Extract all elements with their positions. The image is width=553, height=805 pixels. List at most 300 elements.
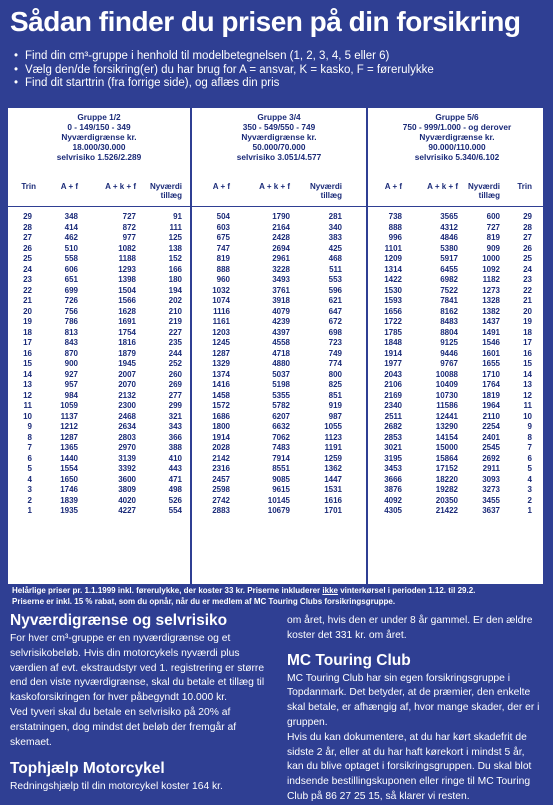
table-row (8, 254, 543, 265)
price-cell: 9446 (440, 348, 458, 358)
price-cell: 7914 (272, 453, 290, 463)
price-cell: 819 (486, 233, 500, 242)
price-cell: 235 (168, 338, 182, 347)
table-row (8, 475, 543, 486)
price-cell: 498 (168, 485, 182, 494)
col-header-trin: Trin (517, 182, 532, 191)
price-cell: 17152 (435, 464, 458, 473)
price-cell: 558 (64, 254, 78, 263)
trin-cell: 15 (523, 359, 532, 368)
trin-cell: 3 (527, 485, 532, 494)
price-cell: 888 (388, 222, 402, 232)
price-cell: 2070 (118, 380, 136, 389)
price-cell: 2694 (272, 243, 290, 253)
trin-cell: 19 (523, 317, 532, 326)
price-cell: 343 (168, 422, 182, 431)
instruction-list (14, 50, 544, 91)
price-cell: 553 (328, 275, 342, 284)
price-cell: 813 (64, 327, 78, 337)
trin-cell: 25 (23, 254, 32, 263)
price-cell: 1701 (324, 506, 342, 515)
price-cell: 900 (64, 359, 78, 368)
price-cell: 2961 (272, 254, 290, 263)
price-cell: 1914 (384, 348, 402, 358)
page-title: Sådan finder du prisen på din forsikring (10, 6, 521, 37)
trin-cell: 10 (523, 411, 532, 421)
price-cell: 9085 (272, 474, 290, 484)
table-row (8, 464, 543, 475)
price-cell: 3195 (384, 453, 402, 463)
price-cell: 5782 (272, 401, 290, 410)
price-cell: 960 (216, 275, 230, 284)
trin-cell: 8 (27, 432, 32, 442)
col-header-akf: A + k + f (259, 182, 290, 191)
price-cell: 996 (388, 233, 402, 242)
price-cell: 603 (216, 222, 230, 232)
price-cell: 526 (168, 495, 182, 505)
price-cell: 699 (64, 285, 78, 295)
price-cell: 727 (122, 212, 136, 221)
trin-cell: 23 (523, 275, 532, 284)
price-cell: 252 (168, 359, 182, 368)
trin-cell: 22 (523, 285, 532, 295)
price-cell: 1655 (482, 359, 500, 368)
trin-cell: 17 (523, 338, 532, 347)
price-cell: 4558 (272, 338, 290, 347)
paragraph: For hver cm³-gruppe er en nyværdigrænse og et selvrisikobeløb. Hvis din motorcykels nyværdi plus værdien af evt. ekstraudstyr ved 1. registrering er større end den viste nyværdigrænse, skal du betale et tillæg til kaskoforsikringen for hver påbegyndt 10.000 kr. (10, 633, 265, 704)
price-cell: 2164 (272, 222, 290, 232)
trin-cell: 17 (23, 338, 32, 347)
price-cell: 3455 (482, 495, 500, 505)
price-cell: 3565 (440, 212, 458, 221)
table-row (8, 433, 543, 444)
price-cell: 1082 (118, 243, 136, 253)
price-cell: 2106 (384, 380, 402, 389)
table-row (8, 485, 543, 496)
price-cell: 1259 (324, 453, 342, 463)
price-cell: 3637 (482, 506, 500, 515)
price-cell: 366 (168, 432, 182, 442)
price-cell: 825 (328, 380, 342, 389)
price-cell: 1945 (118, 359, 136, 368)
price-cell: 1447 (324, 474, 342, 484)
table-row (8, 223, 543, 234)
price-cell: 726 (64, 296, 78, 305)
price-cell: 1656 (384, 306, 402, 316)
price-cell: 2911 (482, 464, 500, 473)
price-cell: 3918 (272, 296, 290, 305)
price-cell: 1785 (384, 327, 402, 337)
price-cell: 471 (168, 474, 182, 484)
price-cell: 919 (328, 401, 342, 410)
price-cell: 4227 (118, 506, 136, 515)
price-cell: 462 (64, 233, 78, 242)
price-cell: 383 (328, 233, 342, 242)
price-cell: 1504 (118, 285, 136, 295)
price-cell: 299 (168, 401, 182, 410)
price-cell: 510 (64, 243, 78, 253)
price-cell: 1816 (118, 338, 136, 347)
trin-cell: 20 (523, 306, 532, 316)
price-cell: 1754 (118, 327, 136, 337)
price-cell: 5355 (272, 390, 290, 400)
bullet-icon: • (14, 77, 19, 89)
price-cell: 277 (168, 390, 182, 400)
price-cell: 2853 (384, 432, 402, 442)
table-row (8, 391, 543, 402)
trin-cell: 3 (27, 485, 32, 494)
price-cell: 800 (328, 369, 342, 379)
price-cell: 111 (169, 222, 182, 232)
table-body (8, 212, 543, 517)
price-cell: 511 (329, 264, 342, 274)
price-cell: 2428 (272, 233, 290, 242)
price-cell: 1628 (118, 306, 136, 316)
trin-cell: 18 (23, 327, 32, 337)
price-cell: 244 (168, 348, 182, 358)
price-cell: 13290 (435, 422, 458, 431)
trin-cell: 16 (523, 348, 532, 358)
price-cell: 7841 (440, 296, 458, 305)
price-cell: 1273 (482, 285, 500, 295)
price-cell: 698 (328, 327, 342, 337)
paragraph: Redningshjælp til din motorcykel koster 164 kr. (10, 781, 223, 793)
price-cell: 219 (168, 317, 182, 326)
price-cell: 5198 (272, 380, 290, 389)
price-cell: 2110 (482, 411, 500, 421)
price-cell: 1329 (212, 359, 230, 368)
paragraph: Ved tyveri skal du betale en selvrisiko på 20% af erstatningen, dog mindst det beløb der fremgår af skemaet. (10, 706, 237, 748)
price-cell: 4079 (272, 306, 290, 316)
price-cell: 2142 (212, 453, 230, 463)
trin-cell: 9 (527, 422, 532, 431)
price-cell: 8551 (272, 464, 290, 473)
price-cell: 7522 (440, 285, 458, 295)
price-cell: 7062 (272, 432, 290, 442)
price-cell: 14154 (435, 432, 458, 442)
group-header-3-4: Gruppe 3/4 350 - 549/550 - 749 Nyværdigrænse kr. 50.000/70.000 selvrisiko 3.051/4.577 (236, 112, 322, 162)
table-row (8, 212, 543, 223)
price-cell: 1293 (118, 264, 136, 274)
instruction-item: • Find din cm³-gruppe i henhold til modelbetegnelsen (1, 2, 3, 4, 5 eller 6) (14, 50, 390, 62)
price-cell: 4718 (272, 348, 290, 358)
price-cell: 3453 (384, 464, 402, 473)
price-cell: 1491 (482, 327, 500, 337)
price-cell: 1530 (384, 285, 402, 295)
trin-cell: 27 (523, 233, 532, 242)
price-cell: 2970 (118, 443, 136, 452)
price-cell: 1572 (212, 401, 230, 410)
price-cell: 723 (328, 338, 342, 347)
trin-cell: 26 (23, 243, 32, 253)
price-cell: 1616 (324, 495, 342, 505)
price-cell: 843 (64, 338, 78, 347)
trin-cell: 7 (27, 443, 32, 452)
price-cell: 321 (168, 411, 182, 421)
price-cell: 138 (168, 243, 182, 253)
col-header-af: A + f (212, 182, 230, 191)
price-cell: 3666 (384, 474, 402, 484)
table-row (8, 412, 543, 423)
price-cell: 1116 (213, 306, 230, 316)
price-cell: 227 (168, 327, 182, 337)
price-cell: 1914 (212, 432, 230, 442)
table-row (8, 454, 543, 465)
price-cell: 1879 (118, 348, 136, 358)
trin-cell: 14 (23, 369, 32, 379)
price-cell: 443 (168, 464, 182, 473)
trin-cell: 29 (23, 212, 32, 221)
trin-cell: 24 (523, 264, 532, 274)
price-cell: 7483 (272, 443, 290, 452)
paragraph: om året, hvis den er under 8 år gammel. Er den ældre koster det 331 kr. om året. (287, 615, 533, 641)
bullet-icon: • (14, 50, 19, 62)
price-cell: 3228 (272, 264, 290, 274)
table-row (8, 338, 543, 349)
price-cell: 91 (173, 212, 182, 221)
price-cell: 3493 (272, 275, 290, 284)
price-cell: 2598 (212, 485, 230, 494)
price-cell: 2169 (384, 390, 402, 400)
price-cell: 1212 (60, 422, 78, 431)
price-cell: 1691 (118, 317, 136, 326)
col-header-nyvaerdi: Nyværdi tillæg (149, 182, 182, 200)
price-cell: 1203 (212, 327, 230, 337)
col-header-akf: A + k + f (427, 182, 458, 191)
price-cell: 927 (64, 369, 78, 379)
price-cell: 260 (168, 369, 182, 379)
price-cell: 3876 (384, 485, 402, 494)
col-header-trin: Trin (21, 182, 36, 191)
trin-cell: 4 (27, 474, 32, 484)
price-cell: 4846 (440, 233, 458, 242)
price-cell: 596 (328, 285, 342, 295)
trin-cell: 27 (23, 233, 32, 242)
price-cell: 202 (168, 296, 182, 305)
col-header-nyvaerdi: Nyværdi tillæg (309, 182, 342, 200)
price-cell: 21422 (435, 506, 458, 515)
price-cell: 1287 (60, 432, 78, 442)
price-cell: 1650 (60, 474, 78, 484)
price-cell: 2682 (384, 422, 402, 431)
price-cell: 749 (328, 348, 342, 358)
price-cell: 909 (486, 243, 500, 253)
price-cell: 125 (168, 233, 182, 242)
price-cell: 425 (328, 243, 342, 253)
price-cell: 977 (122, 233, 136, 242)
trin-cell: 16 (23, 348, 32, 358)
price-cell: 756 (64, 306, 78, 316)
price-cell: 851 (328, 390, 342, 400)
header-divider (8, 206, 543, 207)
trin-cell: 6 (527, 453, 532, 463)
price-cell: 3093 (482, 474, 500, 484)
table-row (8, 275, 543, 286)
price-cell: 1123 (324, 432, 342, 442)
price-cell: 11586 (436, 401, 458, 410)
price-note: Helårlige priser pr. 1.1.1999 inkl. førerulykke, der koster 33 kr. Priserne inkluderer ikke vinterkørsel i perioden 1.12. til 29.2. Priserne er inkl. 15 % rabat, som du opnår, når du er medlem af MC Touring Clubs forsikringsgruppe. (12, 586, 476, 606)
trin-cell: 15 (23, 359, 32, 368)
price-cell: 5037 (272, 369, 290, 379)
trin-cell: 2 (527, 495, 532, 505)
price-cell: 2803 (118, 432, 136, 442)
trin-cell: 12 (523, 390, 532, 400)
price-cell: 3600 (118, 474, 136, 484)
price-cell: 1362 (324, 464, 342, 473)
instruction-item: • Find dit starttrin (fra forrige side), og aflæs din pris (14, 77, 280, 89)
price-cell: 152 (168, 254, 182, 263)
price-cell: 2043 (384, 369, 402, 379)
price-table (8, 108, 543, 584)
paragraph: Hvis du kan dokumentere, at du har kørt skadefrit de sidste 2 år, eller at du har haft kørekort i mindst 5 år, kan du blive optaget i forsikringsgruppen. Du skal blot indsende bestillingskuponen eller ringe til MC Touring Club på 86 27 25 15, så klarer vi resten. (287, 731, 532, 802)
price-cell: 6455 (440, 264, 458, 274)
price-cell: 10145 (267, 495, 290, 505)
price-cell: 10679 (267, 506, 290, 515)
table-row (8, 244, 543, 255)
table-row (8, 370, 543, 381)
price-cell: 8162 (440, 306, 458, 316)
price-cell: 414 (64, 222, 78, 232)
table-row (8, 496, 543, 507)
price-cell: 1800 (212, 422, 230, 431)
trin-cell: 25 (523, 254, 532, 263)
price-cell: 3139 (118, 453, 136, 463)
group-header-5-6: Gruppe 5/6 750 - 999/1.000 - og derover Nyværdigrænse kr. 90.000/110.000 selvrisiko 5.340/6.102 (402, 112, 512, 162)
price-cell: 957 (64, 380, 78, 389)
price-cell: 2468 (118, 411, 136, 421)
price-cell: 1188 (118, 254, 136, 263)
table-row (8, 506, 543, 517)
trin-cell: 5 (527, 464, 532, 473)
price-cell: 19282 (435, 485, 458, 494)
price-cell: 1074 (212, 296, 230, 305)
trin-cell: 19 (23, 317, 32, 326)
price-cell: 20350 (435, 495, 458, 505)
trin-cell: 18 (523, 327, 532, 337)
price-cell: 1722 (384, 317, 402, 326)
trin-cell: 1 (27, 506, 32, 515)
trin-cell: 28 (23, 222, 32, 232)
right-column (287, 614, 543, 805)
price-cell: 1546 (482, 338, 500, 347)
price-cell: 2457 (212, 474, 230, 484)
price-cell: 1287 (212, 348, 230, 358)
price-cell: 1059 (60, 401, 78, 410)
trin-cell: 26 (523, 243, 532, 253)
price-cell: 269 (168, 380, 182, 389)
price-cell: 15000 (435, 443, 458, 452)
price-cell: 786 (64, 317, 78, 326)
price-cell: 1964 (482, 401, 500, 410)
price-cell: 1092 (482, 264, 500, 274)
price-cell: 1790 (272, 212, 290, 221)
table-row (8, 401, 543, 412)
price-cell: 1977 (384, 359, 402, 368)
price-cell: 870 (64, 348, 78, 358)
price-cell: 1000 (482, 254, 500, 263)
trin-cell: 2 (27, 495, 32, 505)
trin-cell: 28 (523, 222, 532, 232)
price-cell: 410 (168, 453, 182, 463)
instruction-item: • Vælg den/de forsikring(er) du har brug for A = ansvar, K = kasko, F = førerulykke (14, 63, 434, 76)
price-cell: 651 (64, 275, 78, 284)
price-cell: 468 (328, 254, 342, 263)
price-cell: 10088 (435, 369, 458, 379)
trin-cell: 1 (527, 506, 532, 515)
price-cell: 5917 (440, 254, 458, 263)
price-cell: 819 (216, 254, 230, 263)
price-cell: 3392 (118, 464, 136, 473)
section-heading: MC Touring Club (287, 651, 411, 669)
price-cell: 1398 (118, 275, 136, 284)
group-header-1-2: Gruppe 1/2 0 - 149/150 - 349 Nyværdigrænse kr. 18.000/30.000 selvrisiko 1.526/2.289 (56, 112, 142, 162)
table-row (8, 328, 543, 339)
trin-cell: 12 (23, 390, 32, 400)
price-cell: 2340 (384, 401, 402, 410)
table-row (8, 307, 543, 318)
price-cell: 1055 (324, 422, 342, 431)
price-cell: 8483 (440, 317, 458, 326)
price-cell: 340 (328, 222, 342, 232)
table-row (8, 359, 543, 370)
price-cell: 5380 (440, 243, 458, 253)
price-cell: 3761 (272, 285, 290, 295)
price-cell: 1764 (482, 380, 500, 389)
price-cell: 888 (216, 264, 230, 274)
price-cell: 1819 (482, 390, 500, 400)
table-row (8, 349, 543, 360)
price-cell: 504 (216, 212, 230, 221)
price-cell: 1101 (384, 243, 402, 253)
price-cell: 1566 (118, 296, 136, 305)
price-cell: 2742 (212, 495, 230, 505)
price-cell: 4239 (272, 317, 290, 326)
price-cell: 1416 (212, 380, 230, 389)
price-cell: 1710 (482, 369, 500, 379)
price-cell: 621 (328, 296, 342, 305)
trin-cell: 4 (527, 474, 532, 484)
price-cell: 4397 (272, 327, 290, 337)
price-cell: 1209 (384, 254, 402, 263)
price-cell: 1191 (324, 443, 342, 452)
price-cell: 6207 (272, 411, 290, 421)
table-row (8, 380, 543, 391)
price-cell: 9615 (272, 485, 290, 494)
price-cell: 600 (486, 212, 500, 221)
price-cell: 2692 (482, 453, 500, 463)
price-cell: 1554 (60, 464, 78, 473)
price-cell: 984 (64, 390, 78, 400)
price-cell: 672 (328, 317, 342, 326)
price-cell: 3809 (118, 485, 136, 494)
table-row (8, 422, 543, 433)
price-cell: 987 (328, 411, 342, 421)
price-cell: 1182 (482, 275, 500, 284)
price-cell: 10409 (435, 380, 458, 389)
price-cell: 1935 (60, 506, 78, 515)
price-cell: 675 (216, 233, 230, 242)
trin-cell: 22 (23, 285, 32, 295)
price-cell: 9767 (440, 359, 458, 368)
price-cell: 348 (64, 212, 78, 221)
price-cell: 4092 (384, 495, 402, 505)
price-cell: 1032 (212, 285, 230, 295)
price-cell: 1365 (60, 443, 78, 452)
price-cell: 1328 (482, 296, 500, 305)
price-cell: 747 (216, 243, 230, 253)
paragraph: MC Touring Club har sin egen forsikringsgruppe i Topdanmark. Det betyder, at de præmier, den enkelte skal betale, er afhængig af, hvor mange skader, der er i gruppen. (287, 672, 540, 728)
table-row (8, 443, 543, 454)
